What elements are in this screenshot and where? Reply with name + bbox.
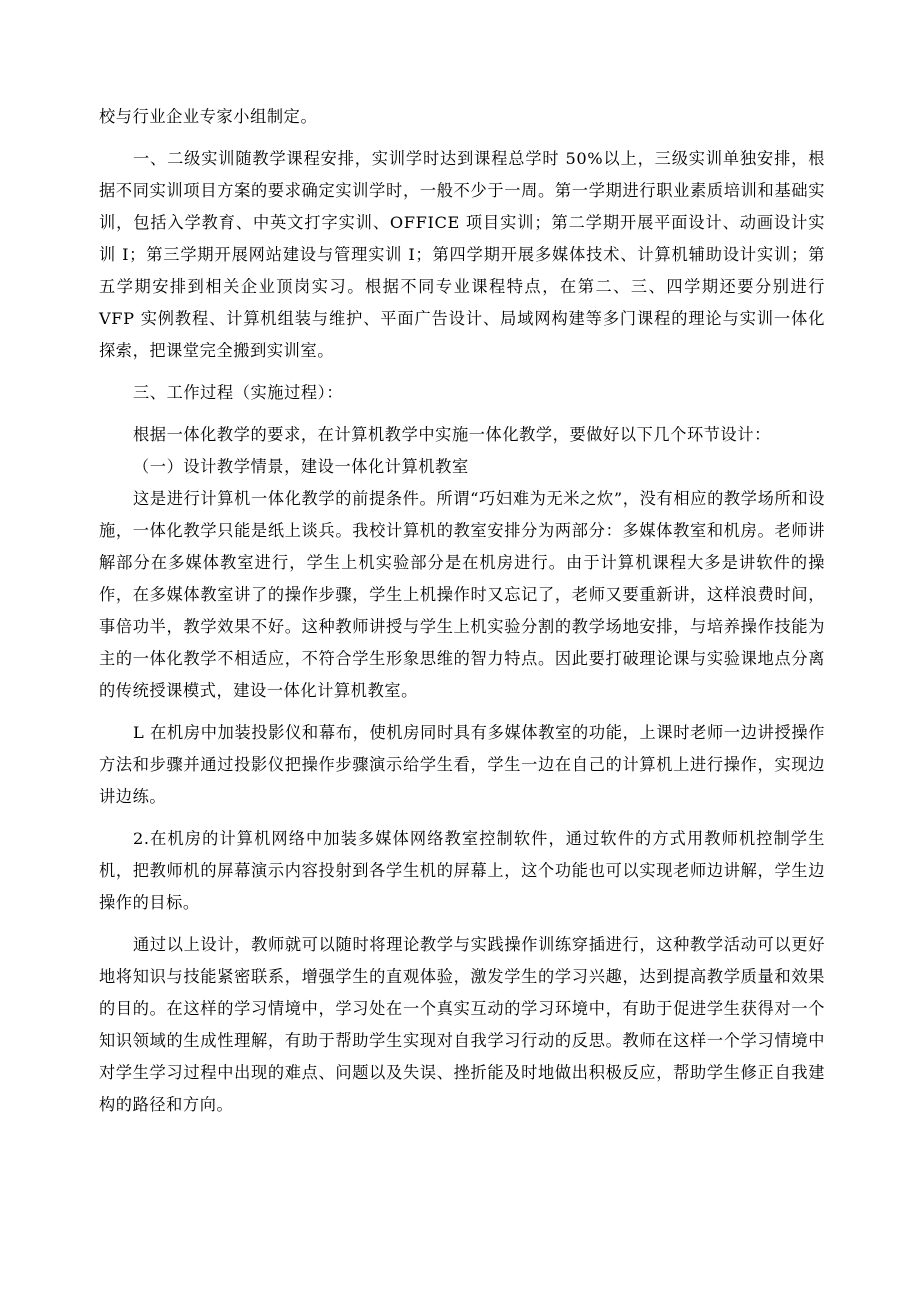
paragraph-conclusion: 通过以上设计，教师就可以随时将理论教学与实践操作训练穿插进行，这种教学活动可以更好地将知识与技能紧密联系，增强学生的直观体验，激发学生的学习兴趣，达到提高教学质量和效果的目的。在这样的学习情境中，学习处在一个真实互动的学习环境中，有助于促进学生获得对一个知识领域的生成性理解，有助于帮助学生实现对自我学习行动的反思。教师在这样一个学习情境中对学生学习过程中出现的难点、问题以及失误、挫折能及时地做出积极反应，帮助学生修正自我建构的路径和方向。 bbox=[99, 935, 825, 1114]
paragraph-premise: 这是进行计算机一体化教学的前提条件。所谓“巧妇难为无米之炊”，没有相应的教学场所和设施，一体化教学只能是纸上谈兵。我校计算机的教室安排分为两部分：多媒体教室和机房。老师讲解部分在多媒体教室进行，学生上机实验部分是在机房进行。由于计算机课程大多是讲软件的操作，在多媒体教室讲了的操作步骤，学生上机操作时又忘记了，老师又要重新讲，这样浪费时间，事倍功半，教学效果不好。这种教师讲授与学生上机实验分割的教学场地安排，与培养操作技能为主的一体化教学不相适应，不符合学生形象思维的智力特点。因此要打破理论课与实验课地点分离的传统授课模式，建设一体化计算机教室。 bbox=[99, 489, 825, 700]
paragraph-practical-training: 一、二级实训随教学课程安排，实训学时达到课程总学时 50%以上，三级实训单独安排，根据不同实训项目方案的要求确定实训学时，一般不少于一周。第一学期进行职业素质培训和基础实训，包括入学教育、中英文打字实训、OFFICE 项目实训；第二学期开展平面设计、动画设计实训 I；第三学期开展网站建设与管理实训 I；第四学期开展多媒体技术、计算机辅助设计实训；第五学期安排到相关企业顶岗实习。根据不同专业课程特点，在第二、三、四学期还要分别进行 VFP 实例教程、计算机组装与维护、平面广告设计、局域网构建等多门课程的理论与实训一体化探索，把课堂完全搬到实训室。 bbox=[99, 149, 825, 360]
paragraph-intro-design: 根据一体化教学的要求，在计算机教学中实施一体化教学，要做好以下几个环节设计： bbox=[133, 425, 771, 444]
paragraph-item-projector: L 在机房中加装投影仪和幕布，使机房同时具有多媒体教室的功能，上课时老师一边讲授操作方法和步骤并通过投影仪把操作步骤演示给学生看，学生一边在自己的计算机上进行操作，实现边讲边练。 bbox=[99, 723, 825, 806]
paragraph-item-network-software: 2.在机房的计算机网络中加装多媒体网络教室控制软件，通过软件的方式用教师机控制学生机，把教师机的屏幕演示内容投射到各学生机的屏幕上，这个功能也可以实现老师边讲解，学生边操作的目标。 bbox=[99, 829, 825, 912]
subsection-heading-classroom: （一）设计教学情景，建设一体化计算机教室 bbox=[133, 457, 469, 476]
document-page bbox=[99, 101, 825, 1121]
section-heading-work-process: 三、工作过程（实施过程）： bbox=[133, 383, 344, 402]
paragraph-continuation: 校与行业企业专家小组制定。 bbox=[99, 107, 318, 126]
